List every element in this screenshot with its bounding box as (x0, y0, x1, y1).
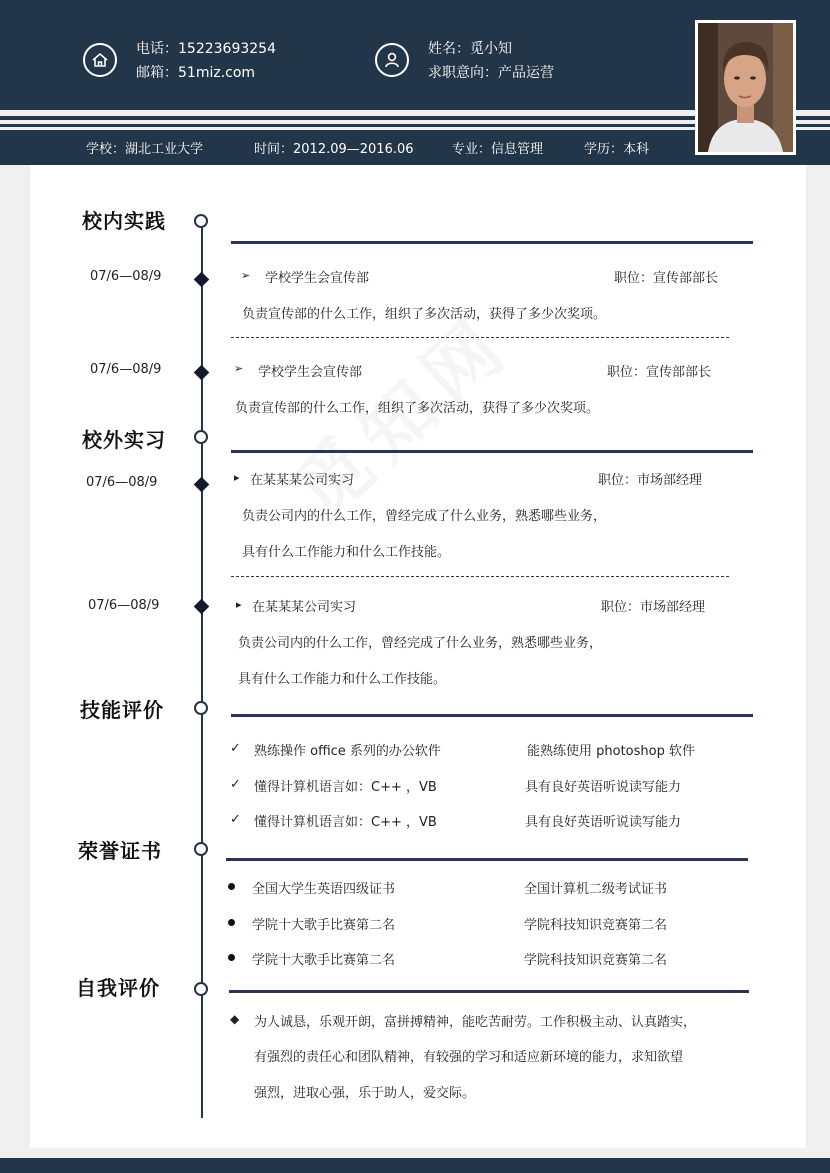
section-rule (231, 450, 753, 453)
diamond-bullet-icon: ◆ (230, 1012, 240, 1026)
self-line: 强烈，进取心强，乐于助人，爱交际。 (254, 1086, 476, 1101)
bullet-dot (228, 883, 235, 890)
arrow-bullet-icon: ➢ (234, 362, 244, 375)
info-major: 专业：信息管理 (452, 142, 544, 157)
info-period: 时间：2012.09—2016.06 (254, 142, 414, 157)
section-title-skills: 技能评价 (80, 698, 164, 722)
skill-left: 熟练操作 office 系列的办公软件 (254, 744, 441, 759)
timeline-node (194, 842, 208, 856)
triangle-bullet-icon: ▸ (234, 471, 240, 484)
timeline-node (194, 982, 208, 996)
entry-role: 职位：宣传部部长 (614, 271, 719, 286)
section-title-intern: 校外实习 (82, 428, 166, 452)
entry-desc: 负责宣传部的什么工作，组织了多次活动，获得了多少次奖项。 (242, 307, 607, 322)
entry-desc: 负责宣传部的什么工作，组织了多次活动，获得了多少次奖项。 (235, 401, 600, 416)
entry-date: 07/6—08/9 (90, 269, 162, 284)
entry-role: 职位：市场部经理 (598, 473, 703, 488)
timeline-node (194, 701, 208, 715)
section-title-self: 自我评价 (76, 976, 160, 1000)
info-degree: 学历：本科 (584, 142, 650, 157)
entry-desc: 负责公司内的什么工作，曾经完成了什么业务，熟悉哪些业务， (238, 636, 603, 651)
entry-org: 学校学生会宣传部 (265, 271, 370, 286)
skill-left: 懂得计算机语言如：C++ ，VB (254, 815, 437, 830)
honor-right: 学院科技知识竞赛第二名 (524, 918, 668, 933)
bullet-dot (228, 919, 235, 926)
entry-role: 职位：宣传部部长 (607, 365, 712, 380)
entry-date: 07/6—08/9 (90, 362, 162, 377)
timeline-node (194, 214, 208, 228)
entry-role: 职位：市场部经理 (601, 600, 706, 615)
entry-date: 07/6—08/9 (88, 598, 160, 613)
skill-left: 懂得计算机语言如：C++ ，VB (254, 780, 437, 795)
bullet-dot (228, 954, 235, 961)
honor-left: 全国大学生英语四级证书 (252, 882, 396, 897)
honor-right: 学院科技知识竞赛第二名 (524, 953, 668, 968)
check-icon: ✓ (230, 741, 241, 756)
timeline-node (194, 430, 208, 444)
skill-right: 具有良好英语听说读写能力 (525, 815, 682, 830)
arrow-bullet-icon: ➢ (241, 269, 251, 282)
skill-right: 具有良好英语听说读写能力 (525, 780, 682, 795)
honor-left: 学院十大歌手比赛第二名 (252, 918, 396, 933)
section-title-honors: 荣誉证书 (78, 839, 162, 863)
section-title-campus: 校内实践 (82, 209, 166, 233)
info-school: 学校：湖北工业大学 (86, 142, 204, 157)
honor-left: 学院十大歌手比赛第二名 (252, 953, 396, 968)
entry-divider (231, 337, 729, 338)
phone-text: 电话：15223693254 (136, 41, 276, 57)
triangle-bullet-icon: ▸ (236, 598, 242, 611)
entry-desc: 具有什么工作能力和什么工作技能。 (242, 545, 451, 560)
entry-org: 学校学生会宣传部 (258, 365, 363, 380)
entry-date: 07/6—08/9 (86, 475, 158, 490)
skill-right: 能熟练使用 photoshop 软件 (527, 744, 695, 759)
name-text: 姓名：觅小知 (428, 41, 512, 57)
footer-band (0, 1158, 830, 1173)
entry-desc: 具有什么工作能力和什么工作技能。 (238, 672, 447, 687)
entry-org: 在某某某公司实习 (250, 473, 355, 488)
entry-org: 在某某某公司实习 (252, 600, 357, 615)
home-icon (83, 43, 117, 77)
section-rule (229, 990, 749, 993)
self-line: 为人诚恳，乐观开朗，富拼搏精神，能吃苦耐劳。工作积极主动、认真踏实， (254, 1015, 697, 1030)
self-line: 有强烈的责任心和团队精神，有较强的学习和适应新环境的能力，求知欲望 (254, 1050, 684, 1065)
section-rule (231, 714, 753, 717)
check-icon: ✓ (230, 777, 241, 792)
section-rule (231, 241, 753, 244)
email-text: 邮箱：51miz.com (136, 65, 256, 81)
entry-divider (231, 576, 729, 577)
entry-desc: 负责公司内的什么工作，曾经完成了什么业务，熟悉哪些业务， (242, 509, 607, 524)
profile-photo (695, 20, 796, 155)
user-icon (375, 43, 409, 77)
check-icon: ✓ (230, 812, 241, 827)
intent-text: 求职意向：产品运营 (428, 65, 554, 81)
honor-right: 全国计算机二级考试证书 (524, 882, 668, 897)
section-rule (226, 858, 748, 861)
